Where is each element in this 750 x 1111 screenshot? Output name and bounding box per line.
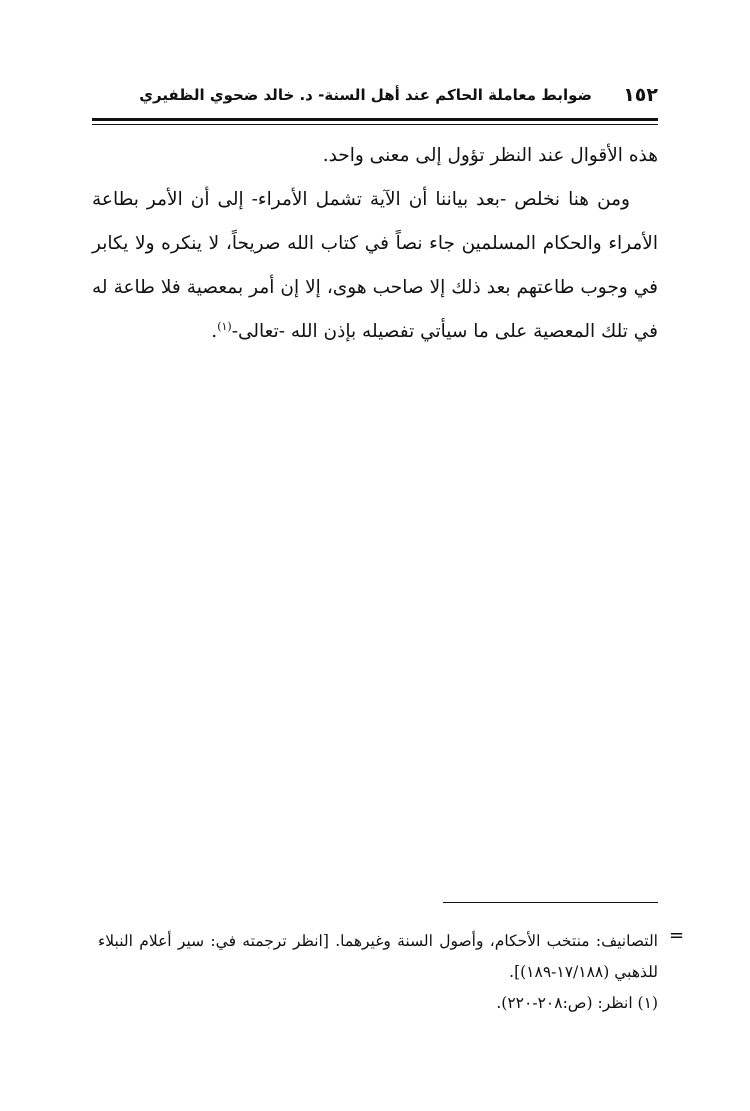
paragraph-2-text: ومن هنا نخلص -بعد بياننا أن الآية تشمل الأمراء- إلى أن الأمر بطاعة الأمراء والحكام المسلمين جاء نصاً في كتاب الله صريحاً، لا ينكره ولا يكابر في وجوب طاعتهم بعد ذلك إلا صاحب هوى، إلا إن أمر بمعصية فلا طاعة له في تلك المعصية على ما سيأتي تفصيله بإذن الله -تعالى- xyxy=(92,189,658,342)
header-rule-thin xyxy=(92,124,658,125)
footnote-reference: (١) xyxy=(217,319,232,333)
paragraph-2 xyxy=(92,178,658,354)
footnotes xyxy=(98,926,658,1019)
paragraph-2-end: . xyxy=(211,321,218,342)
main-text xyxy=(92,134,658,354)
page-header xyxy=(92,82,658,112)
footnote-continued: التصانيف: منتخب الأحكام، وأصول السنة وغيرهما. [انظر ترجمته في: سير أعلام النبلاء للذهبي (١٧/١٨٨-١٨٩)]. xyxy=(98,932,658,981)
header-rule-thick xyxy=(92,118,658,121)
footnote-separator xyxy=(443,902,658,903)
footnote-1: (١) انظر: (ص:٢٠٨-٢٢٠). xyxy=(496,994,658,1012)
page-number: ١٥٢ xyxy=(623,84,658,106)
running-title: ضوابط معاملة الحاكم عند أهل السنة- د. خالد ضحوي الظفيري xyxy=(139,86,592,104)
footnote-continuation-mark: = xyxy=(669,925,685,946)
paragraph-1: هذه الأقوال عند النظر تؤول إلى معنى واحد. xyxy=(322,145,658,166)
